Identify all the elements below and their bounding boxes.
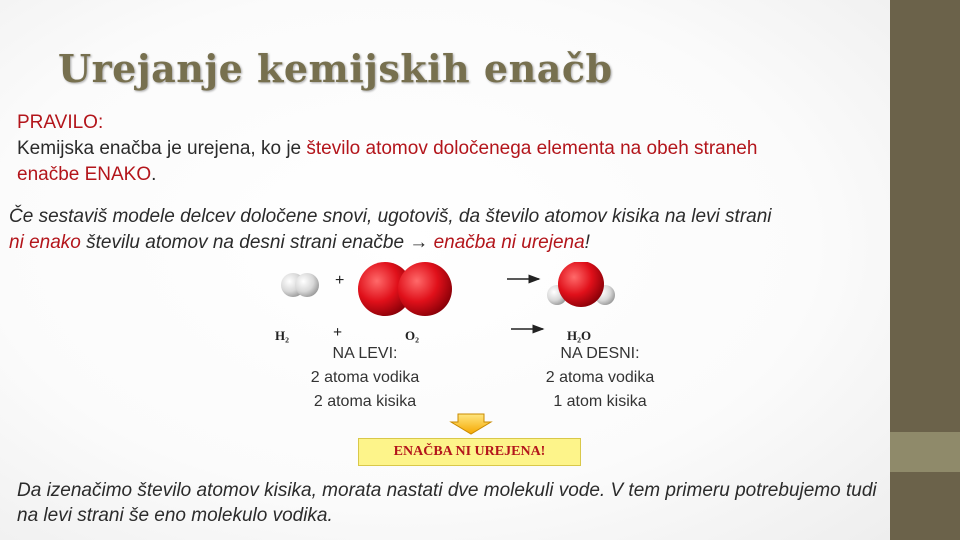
models-text-4: enačba ni urejena xyxy=(433,232,585,253)
right-counts-heading: NA DESNI: xyxy=(560,345,640,362)
models-text-5: ! xyxy=(584,232,590,253)
rule-paragraph xyxy=(17,110,887,188)
rule-text-1: Kemijska enačba je urejena, ko je xyxy=(17,138,307,159)
models-text-3: številu atomov na desni strani enačbe → xyxy=(80,232,434,253)
models-paragraph xyxy=(9,204,889,256)
slide-title: Urejanje kemijskih enačb xyxy=(58,46,613,91)
down-arrow-icon xyxy=(451,414,491,434)
rule-label: PRAVILO: xyxy=(17,112,104,133)
right-side-counts xyxy=(520,342,680,414)
h2-molecule-model xyxy=(281,273,319,297)
plus-sign-bottom: + xyxy=(333,324,343,341)
h2o-molecule-model xyxy=(547,262,615,307)
rule-text-2: število atomov določenega elementa na obeh straneh xyxy=(306,138,758,159)
h2-label: H₂ xyxy=(275,328,290,343)
left-side-counts xyxy=(285,342,445,414)
right-counts-oxygen: 1 atom kisika xyxy=(553,393,647,410)
o2-label: O₂ xyxy=(405,328,420,343)
right-counts-hydrogen: 2 atoma vodika xyxy=(545,369,655,386)
left-counts-heading: NA LEVI: xyxy=(332,345,398,362)
not-balanced-banner: ENAČBA NI UREJENA! xyxy=(358,438,581,466)
models-text-1: Če sestaviš modele delcev določene snovi, ugotoviš, da število atomov kisika na levi strani xyxy=(9,206,772,227)
rule-text-3: enačbe ENAKO xyxy=(17,164,152,185)
left-counts-hydrogen: 2 atoma vodika xyxy=(310,369,420,386)
o2-molecule-model xyxy=(358,262,452,316)
reaction-figure xyxy=(255,262,655,477)
decorative-sidebar xyxy=(890,0,960,540)
conclusion-paragraph: Da izenačimo število atomov kisika, morata nastati dve molekuli vode. V tem primeru potrebujemo tudi na levi strani še eno molekulo vodika. xyxy=(17,480,877,526)
plus-sign-top: + xyxy=(335,272,345,289)
left-counts-oxygen: 2 atoma kisika xyxy=(313,393,417,410)
models-text-2: ni enako xyxy=(9,232,81,253)
rule-text-4: . xyxy=(151,164,157,185)
sidebar-accent xyxy=(890,432,960,472)
h2o-label: H₂O xyxy=(567,328,592,343)
